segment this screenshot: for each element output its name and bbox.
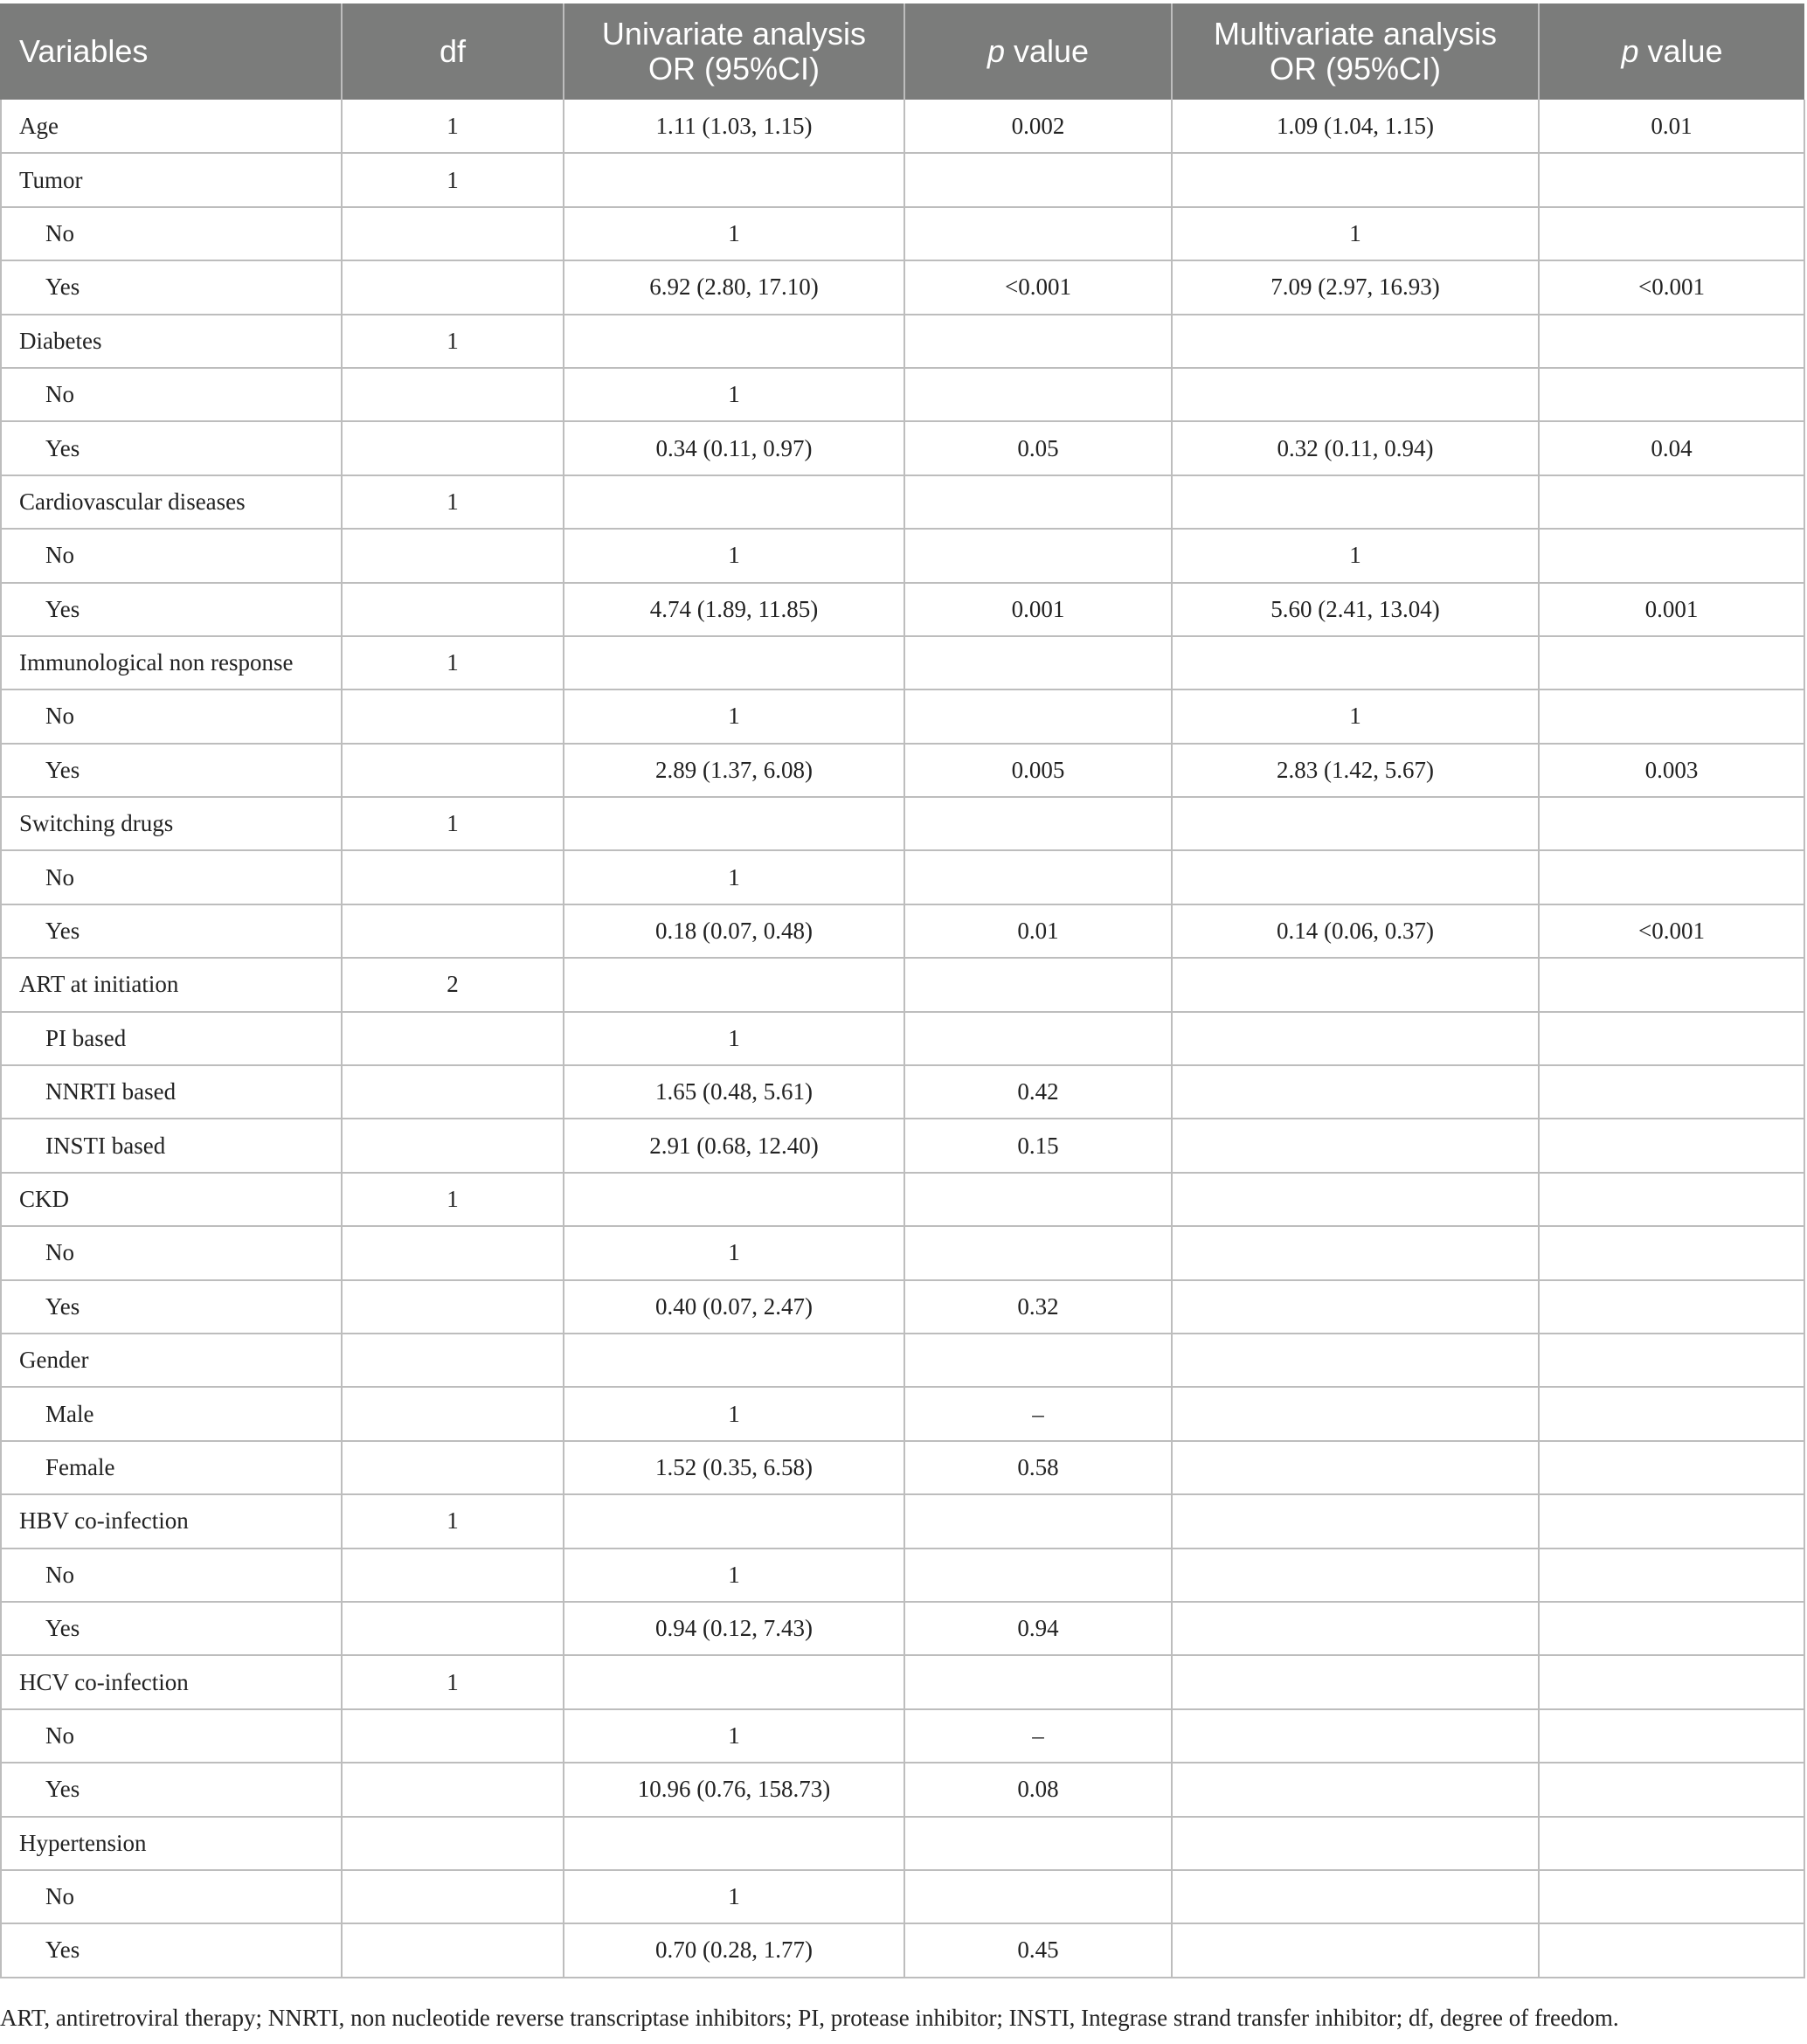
cell-variable: No <box>1 1870 342 1923</box>
cell-univariate-p: – <box>904 1709 1172 1763</box>
cell-univariate-p: 0.94 <box>904 1602 1172 1655</box>
table-row <box>1 1173 1804 1226</box>
cell-univariate-or: 2.91 (0.68, 12.40) <box>564 1119 904 1172</box>
cell-multivariate-p <box>1539 475 1804 529</box>
table-row <box>1 260 1804 314</box>
table-row <box>1 368 1804 421</box>
cell-df <box>342 1119 564 1172</box>
cell-multivariate-p <box>1539 1817 1804 1870</box>
cell-df <box>342 1817 564 1870</box>
header-df: df <box>342 3 564 100</box>
cell-univariate-or: 1 <box>564 1870 904 1923</box>
cell-univariate-or <box>564 315 904 368</box>
cell-multivariate-or <box>1172 1494 1539 1548</box>
cell-multivariate-or <box>1172 1065 1539 1119</box>
cell-univariate-or: 0.94 (0.12, 7.43) <box>564 1602 904 1655</box>
cell-univariate-p: – <box>904 1387 1172 1440</box>
cell-df <box>342 1923 564 1977</box>
cell-multivariate-or: 7.09 (2.97, 16.93) <box>1172 260 1539 314</box>
cell-multivariate-p <box>1539 368 1804 421</box>
table-row <box>1 1441 1804 1494</box>
cell-df <box>342 1334 564 1387</box>
cell-multivariate-or <box>1172 1709 1539 1763</box>
cell-univariate-p <box>904 958 1172 1011</box>
table-row <box>1 153 1804 206</box>
cell-df <box>342 529 564 582</box>
cell-variable: ART at initiation <box>1 958 342 1011</box>
cell-univariate-p <box>904 529 1172 582</box>
cell-variable: Diabetes <box>1 315 342 368</box>
table-row <box>1 475 1804 529</box>
header-p-value-multi <box>1539 3 1804 100</box>
cell-multivariate-p <box>1539 1119 1804 1172</box>
cell-multivariate-p <box>1539 1065 1804 1119</box>
table-row <box>1 1119 1804 1172</box>
cell-df: 1 <box>342 153 564 206</box>
table-row <box>1 1870 1804 1923</box>
cell-univariate-or: 1 <box>564 689 904 743</box>
cell-multivariate-or: 0.14 (0.06, 0.37) <box>1172 904 1539 958</box>
cell-univariate-or: 1.11 (1.03, 1.15) <box>564 100 904 153</box>
cell-multivariate-p <box>1539 689 1804 743</box>
cell-variable: NNRTI based <box>1 1065 342 1119</box>
cell-univariate-p <box>904 850 1172 904</box>
cell-multivariate-p <box>1539 207 1804 260</box>
cell-univariate-p: 0.005 <box>904 744 1172 797</box>
cell-variable: Male <box>1 1387 342 1440</box>
cell-multivariate-p <box>1539 1763 1804 1816</box>
cell-variable: Switching drugs <box>1 797 342 850</box>
table-row <box>1 1012 1804 1065</box>
cell-multivariate-p <box>1539 1655 1804 1708</box>
cell-multivariate-p <box>1539 1494 1804 1548</box>
header-p2-italic: p <box>1621 33 1639 69</box>
cell-univariate-or <box>564 1494 904 1548</box>
cell-multivariate-p <box>1539 1441 1804 1494</box>
cell-univariate-p: 0.08 <box>904 1763 1172 1816</box>
cell-variable: PI based <box>1 1012 342 1065</box>
cell-variable: Yes <box>1 421 342 475</box>
cell-variable: No <box>1 1709 342 1763</box>
cell-multivariate-p <box>1539 153 1804 206</box>
cell-univariate-or: 1 <box>564 1549 904 1602</box>
table-row <box>1 529 1804 582</box>
header-univariate-title: Univariate analysis <box>601 16 867 52</box>
cell-multivariate-p <box>1539 1012 1804 1065</box>
cell-univariate-p <box>904 1173 1172 1226</box>
header-univariate-subtitle: OR (95%CI) <box>647 51 820 87</box>
cell-univariate-p <box>904 475 1172 529</box>
cell-univariate-or: 0.70 (0.28, 1.77) <box>564 1923 904 1977</box>
cell-variable: Yes <box>1 1280 342 1334</box>
cell-variable: Yes <box>1 583 342 636</box>
cell-df: 1 <box>342 1173 564 1226</box>
cell-df <box>342 689 564 743</box>
table-footnote: ART, antiretroviral therapy; NNRTI, non nucleotide reverse transcriptase inhibitors; PI, protease inhibitor; INSTI, Integrase strand transfer inhibitor; df, degree of freedom. <box>0 2005 1619 2031</box>
header-p-value <box>904 3 1172 100</box>
cell-df <box>342 1602 564 1655</box>
cell-variable: Yes <box>1 1763 342 1816</box>
cell-variable: No <box>1 1226 342 1279</box>
cell-univariate-p <box>904 1334 1172 1387</box>
cell-univariate-or <box>564 1655 904 1708</box>
regression-table <box>0 3 1805 1978</box>
cell-df <box>342 850 564 904</box>
cell-univariate-or: 1 <box>564 1709 904 1763</box>
cell-univariate-p: <0.001 <box>904 260 1172 314</box>
cell-multivariate-or <box>1172 1655 1539 1708</box>
cell-variable: Female <box>1 1441 342 1494</box>
header-p-italic: p <box>987 33 1005 69</box>
cell-univariate-p <box>904 315 1172 368</box>
cell-df <box>342 1226 564 1279</box>
cell-univariate-or: 1 <box>564 368 904 421</box>
cell-univariate-or: 1 <box>564 207 904 260</box>
header-multivariate <box>1172 3 1539 100</box>
cell-multivariate-or: 0.32 (0.11, 0.94) <box>1172 421 1539 475</box>
cell-univariate-p <box>904 1549 1172 1602</box>
cell-df <box>342 744 564 797</box>
cell-df: 1 <box>342 797 564 850</box>
cell-variable: No <box>1 850 342 904</box>
table-row <box>1 583 1804 636</box>
header-p-rest: value <box>1004 33 1090 69</box>
table-row <box>1 1817 1804 1870</box>
cell-df <box>342 1387 564 1440</box>
cell-multivariate-or <box>1172 1870 1539 1923</box>
table-header-row <box>1 3 1804 100</box>
cell-univariate-or: 1.65 (0.48, 5.61) <box>564 1065 904 1119</box>
cell-univariate-or: 1.52 (0.35, 6.58) <box>564 1441 904 1494</box>
cell-df <box>342 1065 564 1119</box>
table-row <box>1 1923 1804 1977</box>
cell-univariate-or: 0.18 (0.07, 0.48) <box>564 904 904 958</box>
cell-df <box>342 1441 564 1494</box>
cell-variable: Yes <box>1 744 342 797</box>
cell-multivariate-or: 1 <box>1172 207 1539 260</box>
cell-multivariate-p <box>1539 1387 1804 1440</box>
cell-df: 2 <box>342 958 564 1011</box>
cell-multivariate-or <box>1172 636 1539 689</box>
table-row <box>1 1494 1804 1548</box>
cell-variable: CKD <box>1 1173 342 1226</box>
cell-variable: No <box>1 368 342 421</box>
table-row <box>1 1280 1804 1334</box>
cell-variable: Yes <box>1 1602 342 1655</box>
cell-variable: No <box>1 207 342 260</box>
cell-variable: Gender <box>1 1334 342 1387</box>
table-row <box>1 689 1804 743</box>
cell-multivariate-or <box>1172 1387 1539 1440</box>
table-row <box>1 1655 1804 1708</box>
cell-df <box>342 260 564 314</box>
cell-univariate-p: 0.45 <box>904 1923 1172 1977</box>
cell-variable: Yes <box>1 904 342 958</box>
cell-multivariate-p <box>1539 1280 1804 1334</box>
cell-univariate-or <box>564 797 904 850</box>
cell-univariate-p: 0.15 <box>904 1119 1172 1172</box>
cell-univariate-p: 0.001 <box>904 583 1172 636</box>
table-row <box>1 315 1804 368</box>
cell-multivariate-or: 5.60 (2.41, 13.04) <box>1172 583 1539 636</box>
table-row <box>1 636 1804 689</box>
table-row <box>1 100 1804 153</box>
cell-variable: HCV co-infection <box>1 1655 342 1708</box>
cell-multivariate-or <box>1172 1226 1539 1279</box>
cell-multivariate-or <box>1172 1280 1539 1334</box>
cell-univariate-p <box>904 207 1172 260</box>
cell-df <box>342 1870 564 1923</box>
cell-multivariate-or: 2.83 (1.42, 5.67) <box>1172 744 1539 797</box>
cell-multivariate-p <box>1539 529 1804 582</box>
cell-univariate-p <box>904 636 1172 689</box>
cell-univariate-or: 1 <box>564 1012 904 1065</box>
cell-univariate-p <box>904 1870 1172 1923</box>
cell-multivariate-or <box>1172 850 1539 904</box>
cell-multivariate-p <box>1539 1870 1804 1923</box>
table-body <box>1 100 1804 1978</box>
cell-univariate-or: 4.74 (1.89, 11.85) <box>564 583 904 636</box>
cell-variable: No <box>1 689 342 743</box>
cell-multivariate-p: <0.001 <box>1539 904 1804 958</box>
cell-variable: No <box>1 1549 342 1602</box>
cell-multivariate-p <box>1539 1602 1804 1655</box>
cell-df <box>342 207 564 260</box>
cell-multivariate-or <box>1172 1334 1539 1387</box>
cell-variable: Yes <box>1 1923 342 1977</box>
cell-univariate-p <box>904 1494 1172 1548</box>
table-row <box>1 744 1804 797</box>
cell-multivariate-or <box>1172 1817 1539 1870</box>
table-row <box>1 850 1804 904</box>
cell-df <box>342 1012 564 1065</box>
cell-df <box>342 904 564 958</box>
cell-variable: Hypertension <box>1 1817 342 1870</box>
table-row <box>1 1387 1804 1440</box>
cell-multivariate-p <box>1539 1923 1804 1977</box>
cell-multivariate-or <box>1172 1763 1539 1816</box>
cell-univariate-p <box>904 1655 1172 1708</box>
cell-df: 1 <box>342 636 564 689</box>
cell-df <box>342 368 564 421</box>
table-row <box>1 1763 1804 1816</box>
cell-df: 1 <box>342 475 564 529</box>
cell-multivariate-p <box>1539 1173 1804 1226</box>
cell-univariate-p <box>904 1817 1172 1870</box>
table-row <box>1 1709 1804 1763</box>
cell-variable: No <box>1 529 342 582</box>
cell-univariate-or: 6.92 (2.80, 17.10) <box>564 260 904 314</box>
cell-univariate-p <box>904 153 1172 206</box>
cell-multivariate-p: 0.003 <box>1539 744 1804 797</box>
table-row <box>1 1065 1804 1119</box>
header-variables: Variables <box>1 3 342 100</box>
cell-df <box>342 583 564 636</box>
cell-univariate-p <box>904 797 1172 850</box>
header-multivariate-subtitle: OR (95%CI) <box>1269 51 1442 87</box>
cell-univariate-or: 0.34 (0.11, 0.97) <box>564 421 904 475</box>
table-row <box>1 958 1804 1011</box>
cell-multivariate-p: 0.01 <box>1539 100 1804 153</box>
cell-multivariate-p <box>1539 797 1804 850</box>
cell-univariate-p <box>904 1012 1172 1065</box>
cell-univariate-or <box>564 958 904 1011</box>
cell-univariate-or <box>564 1334 904 1387</box>
cell-multivariate-or <box>1172 958 1539 1011</box>
header-univariate <box>564 3 904 100</box>
cell-multivariate-p <box>1539 850 1804 904</box>
cell-df: 1 <box>342 1655 564 1708</box>
cell-multivariate-p <box>1539 315 1804 368</box>
cell-univariate-p <box>904 368 1172 421</box>
cell-multivariate-or <box>1172 1012 1539 1065</box>
table-row <box>1 207 1804 260</box>
cell-multivariate-p <box>1539 1549 1804 1602</box>
cell-multivariate-or <box>1172 368 1539 421</box>
cell-univariate-or: 1 <box>564 529 904 582</box>
cell-univariate-or: 1 <box>564 1226 904 1279</box>
cell-multivariate-or <box>1172 315 1539 368</box>
cell-univariate-p <box>904 1226 1172 1279</box>
cell-multivariate-or: 1 <box>1172 689 1539 743</box>
cell-variable: Immunological non response <box>1 636 342 689</box>
cell-multivariate-or <box>1172 1549 1539 1602</box>
cell-univariate-p: 0.01 <box>904 904 1172 958</box>
cell-multivariate-or <box>1172 1173 1539 1226</box>
cell-df <box>342 1549 564 1602</box>
cell-multivariate-or <box>1172 1441 1539 1494</box>
table-row <box>1 904 1804 958</box>
cell-multivariate-p <box>1539 636 1804 689</box>
table-row <box>1 1334 1804 1387</box>
table-row <box>1 1226 1804 1279</box>
table-container <box>0 3 1804 1978</box>
cell-univariate-p: 0.42 <box>904 1065 1172 1119</box>
cell-df <box>342 1280 564 1334</box>
cell-multivariate-p <box>1539 958 1804 1011</box>
cell-univariate-p: 0.32 <box>904 1280 1172 1334</box>
cell-multivariate-or <box>1172 797 1539 850</box>
cell-multivariate-p: 0.04 <box>1539 421 1804 475</box>
table-row <box>1 1549 1804 1602</box>
cell-multivariate-or <box>1172 475 1539 529</box>
cell-univariate-or <box>564 1817 904 1870</box>
cell-multivariate-p: <0.001 <box>1539 260 1804 314</box>
table-row <box>1 421 1804 475</box>
cell-univariate-p <box>904 689 1172 743</box>
cell-multivariate-or <box>1172 1119 1539 1172</box>
cell-df <box>342 421 564 475</box>
cell-df <box>342 1709 564 1763</box>
cell-variable: Yes <box>1 260 342 314</box>
cell-multivariate-p <box>1539 1334 1804 1387</box>
cell-df: 1 <box>342 315 564 368</box>
cell-multivariate-p <box>1539 1709 1804 1763</box>
cell-multivariate-or <box>1172 153 1539 206</box>
table-row <box>1 1602 1804 1655</box>
cell-univariate-p: 0.002 <box>904 100 1172 153</box>
cell-univariate-or <box>564 475 904 529</box>
cell-variable: Tumor <box>1 153 342 206</box>
cell-univariate-or: 2.89 (1.37, 6.08) <box>564 744 904 797</box>
cell-variable: INSTI based <box>1 1119 342 1172</box>
cell-multivariate-or <box>1172 1923 1539 1977</box>
cell-df: 1 <box>342 1494 564 1548</box>
cell-univariate-or <box>564 1173 904 1226</box>
header-p2-rest: value <box>1638 33 1723 69</box>
cell-multivariate-or <box>1172 1602 1539 1655</box>
cell-univariate-p: 0.58 <box>904 1441 1172 1494</box>
cell-univariate-or: 1 <box>564 1387 904 1440</box>
cell-multivariate-p <box>1539 1226 1804 1279</box>
cell-univariate-or: 0.40 (0.07, 2.47) <box>564 1280 904 1334</box>
cell-univariate-or: 10.96 (0.76, 158.73) <box>564 1763 904 1816</box>
cell-univariate-or: 1 <box>564 850 904 904</box>
header-multivariate-title: Multivariate analysis <box>1213 16 1498 52</box>
cell-multivariate-or: 1.09 (1.04, 1.15) <box>1172 100 1539 153</box>
cell-variable: Cardiovascular diseases <box>1 475 342 529</box>
cell-variable: Age <box>1 100 342 153</box>
cell-univariate-or <box>564 153 904 206</box>
cell-variable: HBV co-infection <box>1 1494 342 1548</box>
cell-multivariate-or: 1 <box>1172 529 1539 582</box>
cell-univariate-or <box>564 636 904 689</box>
cell-df <box>342 1763 564 1816</box>
cell-multivariate-p: 0.001 <box>1539 583 1804 636</box>
cell-df: 1 <box>342 100 564 153</box>
table-row <box>1 797 1804 850</box>
cell-univariate-p: 0.05 <box>904 421 1172 475</box>
